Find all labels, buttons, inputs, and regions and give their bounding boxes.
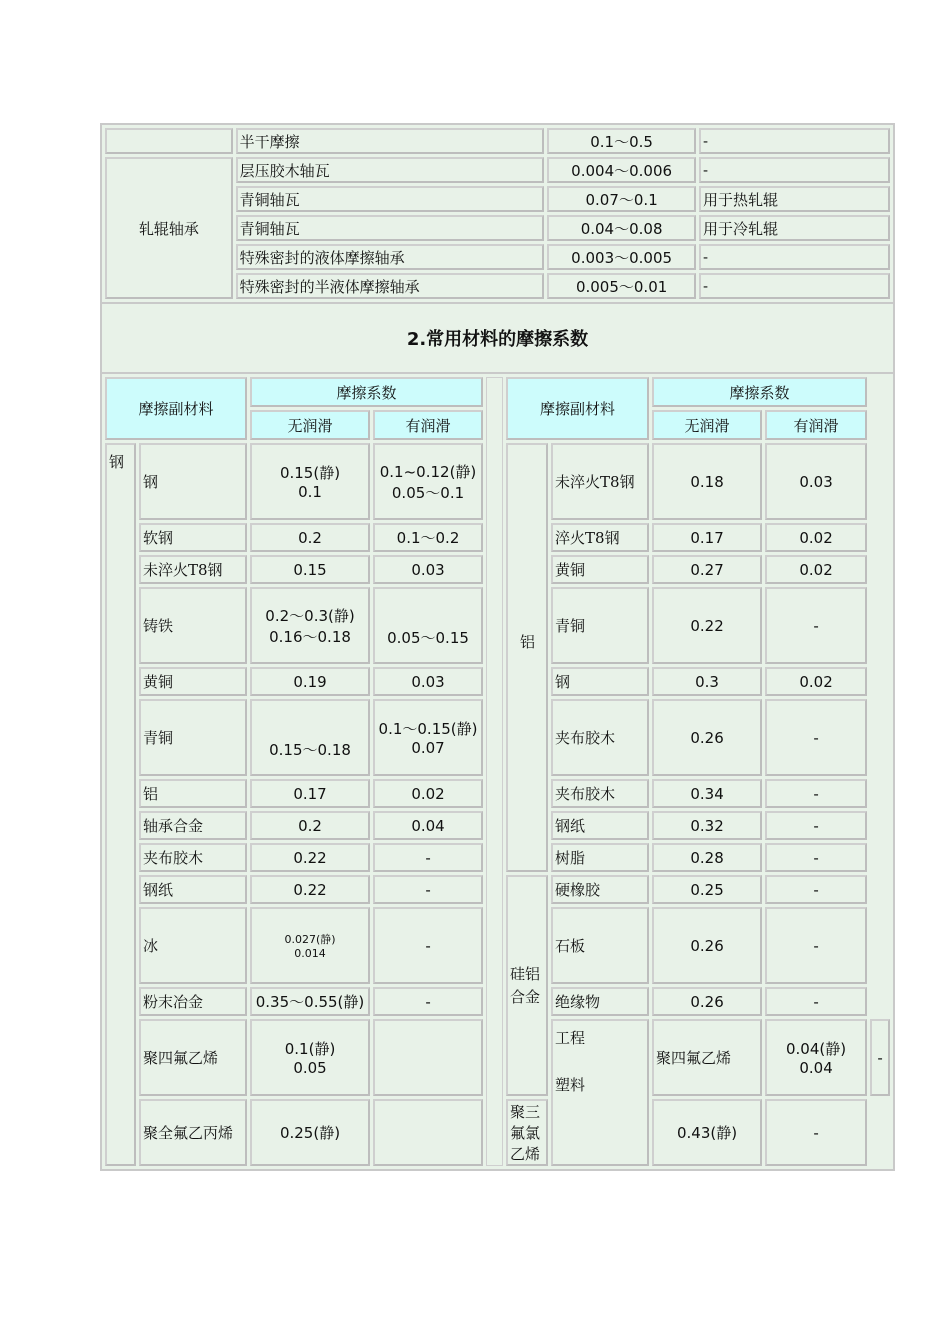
material-cell: 钢 <box>139 443 247 520</box>
dry-value: 0.19 <box>250 667 370 696</box>
pair-material-header: 摩擦副材料 <box>506 377 649 440</box>
pair-material-header: 摩擦副材料 <box>105 377 247 440</box>
material-cell: 夹布胶木 <box>551 699 649 776</box>
bearing-note: - <box>699 273 890 299</box>
lub-value: - <box>870 1019 890 1096</box>
bearing-value: 0.005～0.01 <box>547 273 696 299</box>
lub-value: - <box>765 875 867 904</box>
coefficient-header: 摩擦系数 <box>250 377 483 407</box>
lub-value: - <box>765 987 867 1016</box>
material-cell: 夹布胶木 <box>139 843 247 872</box>
right-group-label-silicon-aluminum <box>506 875 548 1096</box>
dry-value: 0.18 <box>652 443 762 520</box>
lub-value: - <box>765 907 867 984</box>
lub-value: - <box>765 587 867 664</box>
material-cell: 聚三氟氯乙烯 <box>506 1099 548 1166</box>
dry-value: 0.2～0.3(静) <box>265 606 355 625</box>
lubricated-header: 有润滑 <box>373 410 483 440</box>
material-cell: 钢纸 <box>551 811 649 840</box>
header-row <box>105 377 890 407</box>
lub-value: 0.1～0.15(静) <box>378 720 478 738</box>
lub-value: - <box>765 699 867 776</box>
material-friction-table <box>100 372 895 1171</box>
dry-value: 0.26 <box>652 987 762 1016</box>
material-cell: 冰 <box>139 907 247 984</box>
dry-value: 0.2 <box>250 523 370 552</box>
section-title: 2.常用材料的摩擦系数 <box>100 304 895 372</box>
dry-value: 0.25(静) <box>250 1099 370 1166</box>
material-cell: 夹布胶木 <box>551 779 649 808</box>
bearing-value: 0.04～0.08 <box>547 215 696 241</box>
bearing-type: 特殊密封的液体摩擦轴承 <box>236 244 545 270</box>
bearing-group-label: 轧辊轴承 <box>105 157 233 299</box>
lub-value: 0.02 <box>765 523 867 552</box>
material-cell: 硬橡胶 <box>551 875 649 904</box>
lub-value: 0.02 <box>765 555 867 584</box>
bearing-note: 用于热轧辊 <box>699 186 890 212</box>
dry-value: 0.25 <box>652 875 762 904</box>
dry-value: 0.17 <box>250 779 370 808</box>
material-cell: 黄铜 <box>551 555 649 584</box>
right-group-spacer <box>506 443 548 872</box>
bearing-friction-table <box>100 123 895 304</box>
lubricated-header: 有润滑 <box>765 410 867 440</box>
material-cell: 树脂 <box>551 843 649 872</box>
lub-value: 0.05～0.1 <box>391 483 465 502</box>
column-divider <box>486 377 503 1166</box>
dry-value: 0.05 <box>293 1059 327 1077</box>
lub-value: 0.03 <box>373 555 483 584</box>
dry-value: 0.04 <box>799 1059 833 1077</box>
dry-value: 0.22 <box>250 875 370 904</box>
material-cell: 青铜 <box>139 699 247 776</box>
dry-value: 0.2 <box>250 811 370 840</box>
group-label-line: 塑料 <box>555 1076 586 1094</box>
left-group-label: 钢 <box>105 443 136 1166</box>
lub-value: 0.07 <box>411 739 445 757</box>
right-group-label-plastics <box>551 1019 649 1166</box>
lub-value: 0.1～0.2 <box>373 523 483 552</box>
bearing-type: 层压胶木轴瓦 <box>236 157 545 183</box>
group-cell-empty <box>105 128 233 154</box>
dry-value: 0.15(静) <box>279 464 341 482</box>
dry-value: 0.35～0.55(静) <box>250 987 370 1016</box>
material-cell: 青铜 <box>551 587 649 664</box>
bearing-note: - <box>699 157 890 183</box>
bearing-note: - <box>699 244 890 270</box>
lub-value: 0.05～0.15 <box>373 587 483 664</box>
dry-value: 0.26 <box>652 699 762 776</box>
lub-value <box>373 1099 483 1166</box>
dry-header: 无润滑 <box>652 410 762 440</box>
material-cell: 黄铜 <box>139 667 247 696</box>
dry-value: 0.22 <box>250 843 370 872</box>
lub-value: - <box>373 843 483 872</box>
lub-value: - <box>373 875 483 904</box>
material-cell: 轴承合金 <box>139 811 247 840</box>
lub-value: 0.03 <box>765 443 867 520</box>
dry-value: 0.28 <box>652 843 762 872</box>
bearing-note: - <box>699 128 890 154</box>
bearing-value: 0.1～0.5 <box>547 128 696 154</box>
lub-value: 0.03 <box>373 667 483 696</box>
material-cell: 粉末冶金 <box>139 987 247 1016</box>
material-cell: 未淬火T8钢 <box>551 443 649 520</box>
dry-value: 0.014 <box>294 947 326 960</box>
lub-value: 0.02 <box>765 667 867 696</box>
lub-value: - <box>373 907 483 984</box>
bearing-note: 用于冷轧辊 <box>699 215 890 241</box>
dry-value: 0.22 <box>652 587 762 664</box>
table-row <box>105 157 890 183</box>
lub-value: - <box>765 811 867 840</box>
dry-value: 0.27 <box>652 555 762 584</box>
dry-value: 0.15 <box>250 555 370 584</box>
lub-value: - <box>765 1099 867 1166</box>
material-cell: 软钢 <box>139 523 247 552</box>
group-label-text: 硅铝合金 <box>510 965 541 1006</box>
material-cell: 铸铁 <box>139 587 247 664</box>
dry-value: 0.16～0.18 <box>269 627 351 646</box>
bearing-value: 0.003～0.005 <box>547 244 696 270</box>
bearing-type: 青铜轴瓦 <box>236 186 545 212</box>
material-cell: 铝 <box>139 779 247 808</box>
bearing-type: 特殊密封的半液体摩擦轴承 <box>236 273 545 299</box>
dry-value: 0.26 <box>652 907 762 984</box>
material-cell: 聚四氟乙烯 <box>139 1019 247 1096</box>
dry-value: 0.1 <box>298 483 322 501</box>
document-page <box>100 123 895 1171</box>
bearing-value: 0.07～0.1 <box>547 186 696 212</box>
group-label-line: 工程 <box>555 1029 586 1047</box>
right-group-label-aluminum: 铝 <box>520 633 536 651</box>
material-cell: 淬火T8钢 <box>551 523 649 552</box>
material-cell: 聚全氟乙丙烯 <box>139 1099 247 1166</box>
table-row <box>105 128 890 154</box>
dry-value: 0.17 <box>652 523 762 552</box>
dry-header: 无润滑 <box>250 410 370 440</box>
lub-value: 0.1~0.12(静) <box>379 462 477 481</box>
lub-value: - <box>373 987 483 1016</box>
lub-value: - <box>765 843 867 872</box>
dry-value: 0.32 <box>652 811 762 840</box>
bearing-type: 青铜轴瓦 <box>236 215 545 241</box>
lub-value: 0.02 <box>373 779 483 808</box>
dry-value: 0.34 <box>652 779 762 808</box>
dry-value: 0.43(静) <box>652 1099 762 1166</box>
dry-value: 0.1(静) <box>284 1040 336 1058</box>
material-cell: 聚四氟乙烯 <box>652 1019 762 1096</box>
dry-value: 0.15～0.18 <box>250 699 370 776</box>
material-cell: 石板 <box>551 907 649 984</box>
material-cell: 钢 <box>551 667 649 696</box>
material-cell: 绝缘物 <box>551 987 649 1016</box>
dry-value: 0.04(静) <box>786 1040 847 1058</box>
lub-value <box>373 1019 483 1096</box>
dry-value: 0.027(静) <box>284 933 336 946</box>
coefficient-header: 摩擦系数 <box>652 377 867 407</box>
lub-value: - <box>765 779 867 808</box>
bearing-value: 0.004～0.006 <box>547 157 696 183</box>
material-cell: 钢纸 <box>139 875 247 904</box>
dry-value: 0.3 <box>652 667 762 696</box>
material-cell: 未淬火T8钢 <box>139 555 247 584</box>
lub-value: 0.04 <box>373 811 483 840</box>
bearing-type: 半干摩擦 <box>236 128 545 154</box>
